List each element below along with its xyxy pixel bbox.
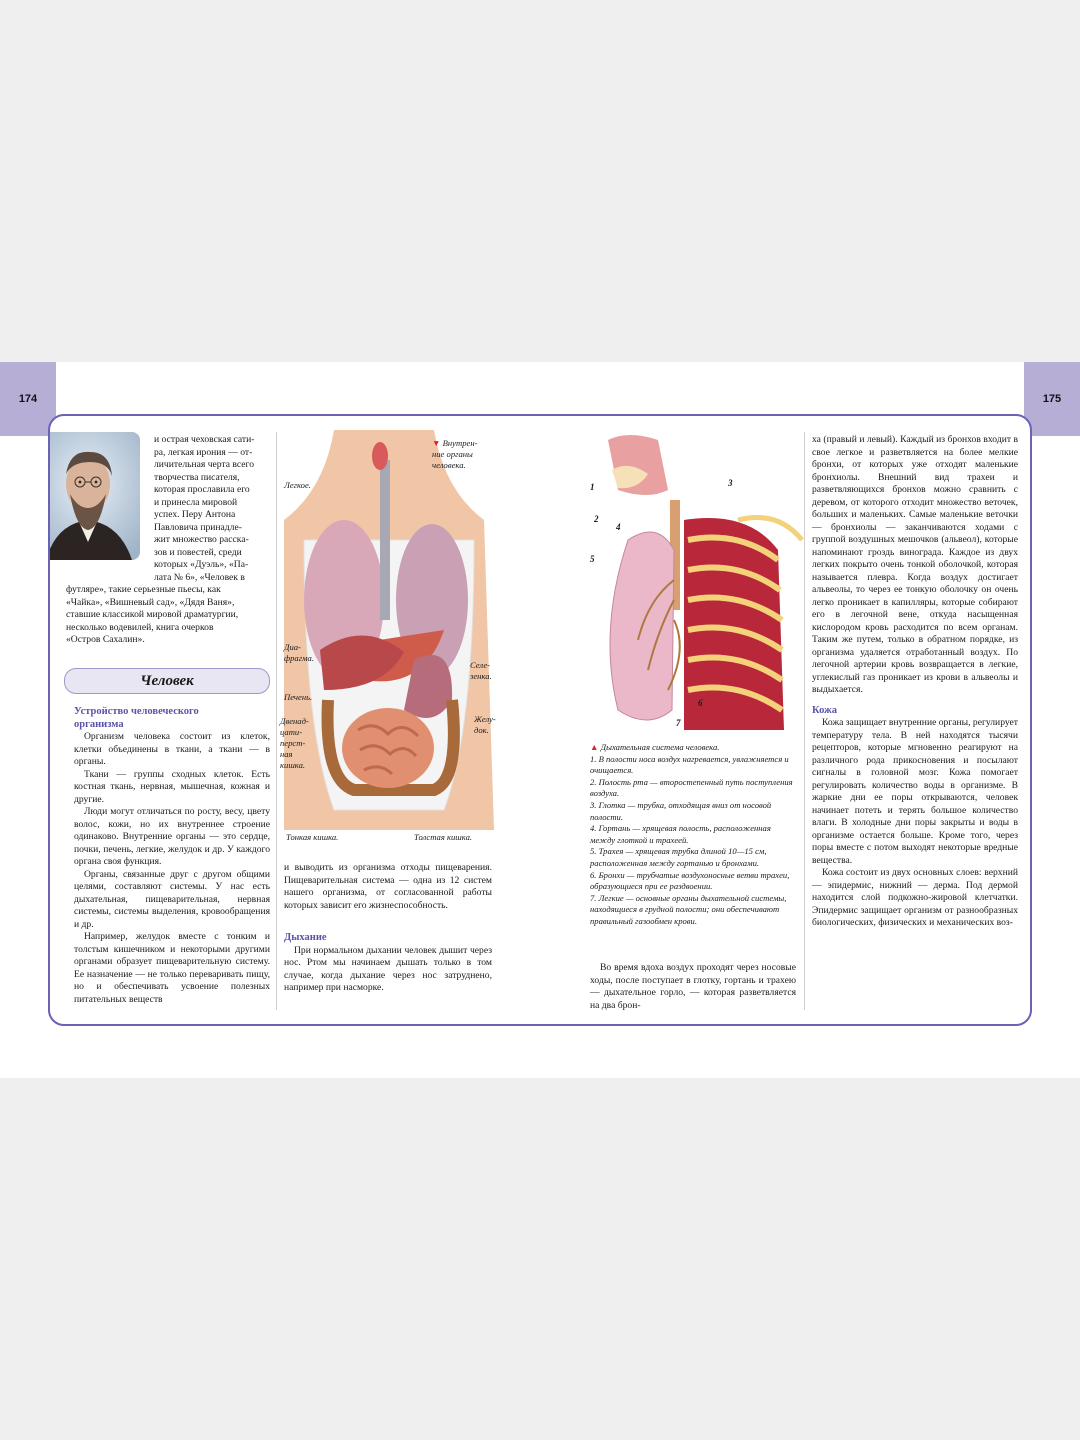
label-stomach: Желу- док. bbox=[474, 714, 496, 735]
respiratory-number-7: 7 bbox=[676, 718, 681, 728]
respiratory-number-5: 5 bbox=[590, 554, 595, 564]
organs-caption: ▼ Внутрен- ние органы человека. bbox=[432, 438, 478, 470]
page-number-right: 175 bbox=[1024, 362, 1080, 436]
label-large-intestine: Толстая кишка. bbox=[414, 832, 473, 842]
respiratory-number-6: 6 bbox=[698, 698, 703, 708]
page-number-left: 174 bbox=[0, 362, 56, 436]
respiratory-number-1: 1 bbox=[590, 482, 595, 492]
structure-section: Устройство человеческого организма Организм человека состоит из клеток, клетки объединены в ткани, а ткани — в органы. Ткани — группы сходных клеток. Есть костная ткань, нервная, мышечная, кожная и другие. Люди могут отличаться по росту, весу, цвету волос, кожи, но их внутреннее строение одинаково. Внутренние органы — это сердце, почки, печень, легкие, желудок и др. У каждого органа своя функция. Органы, связанные друг с другом общими целями, составляют системы. У нас есть дыхательная, пищеварительная, нервная системы, системы выделения, кровообращения и др. Например, желудок вместе с тонким и толстым кишечником и некоторыми другими органами образует пищеварительную систему. Ее назначение — не только переваривать пищу, но и обеспечивать усвоение полезных питательных веществ bbox=[74, 706, 270, 1005]
column-divider-right bbox=[804, 432, 805, 1010]
respiratory-figure bbox=[588, 430, 808, 730]
label-liver: Печень. bbox=[284, 692, 313, 702]
skin-heading: Кожа bbox=[812, 704, 837, 716]
label-diaphragm: Диа- фрагма. bbox=[284, 642, 314, 663]
structure-heading: Устройство человеческого организма bbox=[74, 706, 199, 730]
respiratory-caption: ▲ Дыхательная система человека. 1. В полости носа воздух нагревается, увлажняется и очищается. 2. Полость рта — второстепенный путь поступления воздуха. 3. Глотка — трубка, отходящая вниз от носовой полости. 4. Гортань — хрящевая полость, расположенная между глоткой и трахеей. 5. Трахея — хрящевая трубка длиной 10—15 см, расположенная между гортанью и бронхами. 6. Бронхи — трубчатые воздухоносные ветви трахеи, образующиеся при ее раздвоении. 7. Легкие — основные органы дыхательной системы, находящиеся в грудной полости; они обеспечивают правильный газообмен крови. bbox=[590, 742, 793, 926]
section-title: Человек bbox=[64, 668, 270, 694]
content-frame bbox=[48, 414, 1032, 1026]
middle-text: и выводить из организма отходы пищеварения. Пищеварительная система — одна из 12 систем нашего организма, от согласованной работы которых зависит его жизнеспособность. Дыхание При нормальном дыхании человек дышит через нос. Ртом мы начинаем дышать только в том случае, когда дыхание через нос затруднено, например при насморке. bbox=[284, 862, 492, 993]
label-duodenum: Двенад- цати- перст- ная кишка. bbox=[280, 716, 309, 770]
chekhov-text-full: футляре», такие серьезные пьесы, как «Чайка», «Вишневый сад», «Дядя Ваня», ставшие классикой мировой драматургии, несколько водевилей, книга очерков «Остров Сахалин». bbox=[66, 584, 239, 645]
chekhov-portrait bbox=[48, 432, 140, 560]
breathing-heading: Дыхание bbox=[284, 932, 327, 943]
label-lung: Легкое. bbox=[284, 480, 311, 490]
respiratory-number-4: 4 bbox=[616, 522, 621, 532]
label-spleen: Селе- зенка. bbox=[470, 660, 492, 681]
chekhov-text-right: и острая чеховская сати- ра, легкая ирония — от- личительная черта всего творчества писателя, которая прославила его и принесла мировой успех. Перу Антона Павловича принадле- жит множество расска- зов и повестей, среди которых «Дуэль», «Па- лата № 6», «Человек в bbox=[154, 434, 255, 583]
column-divider bbox=[276, 432, 277, 1010]
respiratory-number-3: 3 bbox=[728, 478, 733, 488]
respiratory-bottom-text: Во время вдоха воздух проходят через носовые ходы, после поступает в глотку, гортань и трахею — дыхательное горло, — которая разветвляется на два брон- bbox=[590, 962, 796, 1011]
right-text: ха (правый и левый). Каждый из бронхов входит в свое легкое и разветвляется на более мелкие бронхи, от которых уже отходят маленькие бронхиолы. Внешний вид трахеи и разветвляющихся бронхов можно сравнить с деревом, от которого отходит множество веточек, больших и маленьких. Самые маленькие веточки — бронхиолы — заканчиваются ходами с группой воздушных мешочков (альвеол), которые напоминают гроздь винограда. Каждое из двух легких покрыто очень тонкой оболочкой, которая называется плевра. Когда воздух достигает альвеолы, то через ее тонкую оболочку он очень легко проникает в капилляры, которые собирают его в легочной вене, откуда насыщенная кислородом кровь расходится по всем органам. Таким же путем, только в обратном порядке, из организма удаляется отработанный воздух. По легочной артерии кровь возвращается в легкие, углекислый газ проникает из крови в альвеолы и выдыхается. Кожа Кожа защищает внутренние органы, регулирует температуру тела. В ней находятся тысячи рецепторов, которые мгновенно реагируют на различного рода прикосновения и посылают сигналы в головной мозг. Кожа помогает регулировать количество воды в организме. В жаркие дни ее поры открываются, человек начинает потеть и терять большое количество влаги. В холодные дни поры закрыты и воды в организме остается больше. Кроме того, через поры вместе с потом выходят некоторые вредные вещества. Кожа состоит из двух основных слоев: верхний — эпидермис, нижний — дерма. Под дермой находится слой подкожно-жировой клетчатки. Эпидермис защищает организм от разнообразных биологических, физических и механических воз- bbox=[812, 434, 1018, 928]
organs-figure bbox=[284, 430, 494, 830]
book-spread bbox=[0, 362, 1080, 1078]
label-small-intestine: Тонкая кишка. bbox=[286, 832, 339, 842]
respiratory-number-2: 2 bbox=[594, 514, 599, 524]
